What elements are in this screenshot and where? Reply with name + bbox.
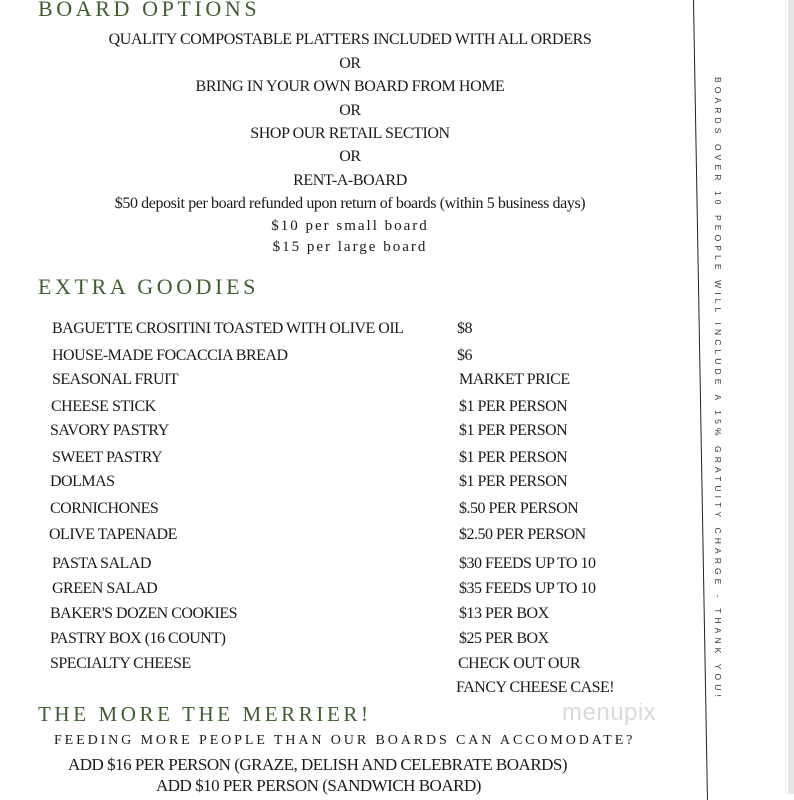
item-price: CHECK OUT OUR xyxy=(458,655,581,672)
item-price: $30 FEEDS UP TO 10 xyxy=(459,555,596,572)
item-name: CHEESE STICK xyxy=(51,398,156,415)
item-name: HOUSE-MADE FOCACCIA BREAD xyxy=(52,347,288,364)
item-price: MARKET PRICE xyxy=(459,371,570,388)
item-price: $25 PER BOX xyxy=(459,630,549,647)
board-option-line: SHOP OUR RETAIL SECTION xyxy=(250,125,450,142)
gratuity-note: BOARDS OVER 10 PEOPLE WILL INCLUDE A 15% GRATUITY CHARGE - THANK YOU! xyxy=(713,77,723,701)
board-option-or: OR xyxy=(339,148,361,165)
item-name: BAGUETTE CROSITINI TOASTED WITH OLIVE OIL xyxy=(52,320,404,337)
item-price: $6 xyxy=(457,347,472,364)
item-price: $2.50 PER PERSON xyxy=(459,526,586,543)
page-edge xyxy=(788,0,794,794)
page-edge-line xyxy=(785,0,786,794)
more-merrier-line: ADD $16 PER PERSON (GRAZE, DELISH AND CELEBRATE BOARDS) xyxy=(68,755,568,774)
item-price: $1 PER PERSON xyxy=(459,422,568,439)
board-option-line: BRING IN YOUR OWN BOARD FROM HOME xyxy=(195,78,505,95)
item-price-line2: FANCY CHEESE CASE! xyxy=(456,679,615,696)
item-name: CORNICHONES xyxy=(50,500,159,517)
item-price: $35 FEEDS UP TO 10 xyxy=(459,580,596,597)
large-board-price: $15 per large board xyxy=(272,239,428,255)
item-price: $1 PER PERSON xyxy=(459,398,568,415)
item-name: SAVORY PASTRY xyxy=(50,422,169,439)
item-name: DOLMAS xyxy=(50,473,115,490)
item-price: $8 xyxy=(457,320,472,337)
small-board-price: $10 per small board xyxy=(271,218,429,234)
extra-goodies-heading: EXTRA GOODIES xyxy=(38,274,259,299)
item-name: PASTRY BOX (16 COUNT) xyxy=(50,630,226,647)
item-name: SWEET PASTRY xyxy=(52,449,163,466)
item-name: GREEN SALAD xyxy=(52,580,158,597)
deposit-note: $50 deposit per board refunded upon return of boards (within 5 business days) xyxy=(114,195,586,212)
board-option-or: OR xyxy=(339,102,361,119)
item-price: $.50 PER PERSON xyxy=(459,500,579,517)
board-option-line: QUALITY COMPOSTABLE PLATTERS INCLUDED WITH ALL ORDERS xyxy=(108,31,592,48)
board-options-heading: BOARD OPTIONS xyxy=(38,0,261,21)
item-name: SPECIALTY CHEESE xyxy=(50,655,191,672)
board-option-line: RENT-A-BOARD xyxy=(293,172,407,189)
item-price: $13 PER BOX xyxy=(459,605,549,622)
more-merrier-line: ADD $10 PER PERSON (SANDWICH BOARD) xyxy=(156,776,481,795)
item-name: BAKER'S DOZEN COOKIES xyxy=(50,605,238,622)
menupix-watermark: menupix xyxy=(562,699,657,726)
item-name: OLIVE TAPENADE xyxy=(49,526,177,543)
item-name: SEASONAL FRUIT xyxy=(52,371,179,388)
board-option-or: OR xyxy=(339,55,361,72)
more-merrier-subheading: FEEDING MORE PEOPLE THAN OUR BOARDS CAN ACCOMODATE? xyxy=(54,733,636,748)
item-price: $1 PER PERSON xyxy=(459,473,568,490)
item-name: PASTA SALAD xyxy=(52,555,151,572)
item-price: $1 PER PERSON xyxy=(459,449,568,466)
more-merrier-heading: THE MORE THE MERRIER! xyxy=(38,702,372,726)
